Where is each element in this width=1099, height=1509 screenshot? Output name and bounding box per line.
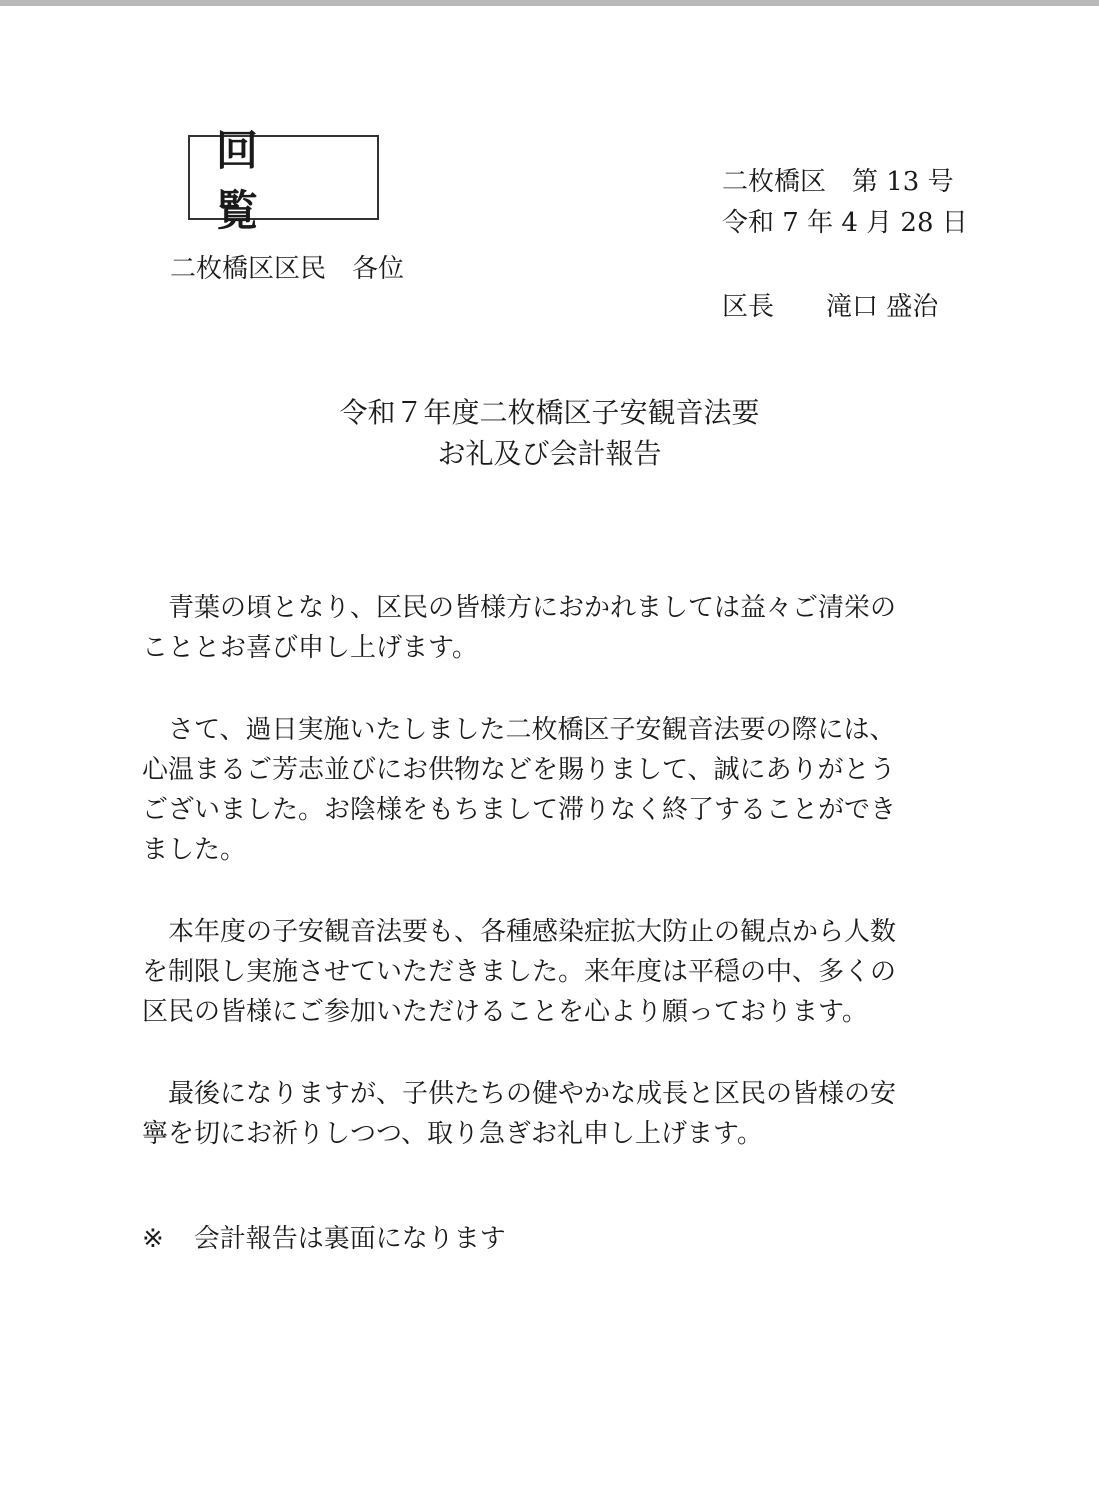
document-title: [0, 392, 1099, 474]
reference-mark: ※: [142, 1224, 164, 1254]
scan-edge: [0, 0, 1099, 6]
text-line: こととお喜び申し上げます。: [142, 633, 478, 663]
paragraph: [142, 912, 952, 1032]
text-line: さて、過日実施いたしました二枚橋区子安観音法要の際には、: [142, 715, 896, 745]
issue-number: 二枚橋区 第 13 号: [722, 167, 954, 197]
text-line: 本年度の子安観音法要も、各種感染症拡大防止の観点から人数: [142, 917, 897, 947]
text-line: を制限し実施させていただきました。来年度は平穏の中、多くの: [142, 957, 897, 987]
text-line: 区民の皆様にご参加いただけることを心より願っております。: [142, 997, 868, 1027]
issue-date: 令和 7 年 4 月 28 日: [722, 208, 968, 238]
district-chief: 区長 滝口 盛治: [722, 292, 939, 322]
footnote-text: 会計報告は裏面になります: [193, 1224, 506, 1254]
footnote: [142, 1218, 506, 1255]
body-text: [142, 588, 952, 1196]
text-line: 青葉の頃となり、区民の皆様方におかれましては益々ご清栄の: [142, 593, 897, 623]
text-line: 心温まるご芳志並びにお供物などを賜りまして、誠にありがとう: [142, 755, 896, 785]
title-line-2: お礼及び会計報告: [437, 437, 662, 470]
paragraph: [142, 588, 952, 668]
text-line: ございました。お陰様をもちまして滞りなく終了することができ: [142, 795, 897, 825]
issuer-block: [722, 162, 968, 244]
circulation-stamp-box: [188, 125, 379, 235]
paragraph: [142, 1074, 952, 1154]
title-line-1: 令和７年度二枚橋区子安観音法要: [339, 396, 760, 429]
text-line: ました。: [142, 835, 247, 865]
recipients: 二枚橋区区民 各位: [170, 254, 405, 284]
text-line: 最後になりますが、子供たちの健やかな成長と区民の皆様の安: [142, 1079, 897, 1109]
text-line: 寧を切にお祈りしつつ、取り急ぎお礼申し上げます。: [142, 1119, 763, 1149]
paragraph: [142, 710, 952, 870]
circulation-label: 回 覧: [216, 125, 353, 235]
